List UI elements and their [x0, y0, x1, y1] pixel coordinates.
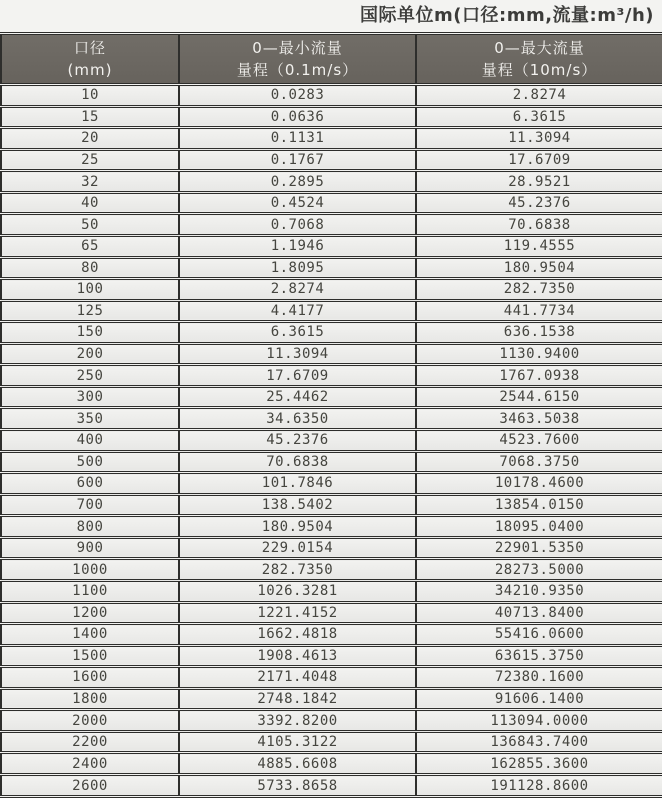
min-flow-cell: 11.3094: [179, 343, 416, 365]
table-row: [1, 775, 662, 797]
min-flow-cell: 25.4462: [179, 386, 416, 408]
table-row: [1, 710, 662, 732]
max-flow-cell: 34210.9350: [416, 580, 662, 602]
diameter-cell: 200: [1, 343, 179, 365]
table-row: [1, 149, 662, 171]
diameter-cell: 15: [1, 106, 179, 128]
max-flow-cell: 136843.7400: [416, 731, 662, 753]
min-flow-cell: 1026.3281: [179, 580, 416, 602]
max-flow-cell: 13854.0150: [416, 494, 662, 516]
table-row: [1, 279, 662, 301]
min-flow-cell: 0.4524: [179, 192, 416, 214]
table-row: [1, 171, 662, 193]
diameter-cell: 32: [1, 171, 179, 193]
table-row: [1, 731, 662, 753]
max-flow-cell: 180.9504: [416, 257, 662, 279]
max-flow-cell: 6.3615: [416, 106, 662, 128]
diameter-cell: 100: [1, 279, 179, 301]
min-flow-cell: 6.3615: [179, 322, 416, 344]
diameter-cell: 1100: [1, 580, 179, 602]
min-flow-cell: 2171.4048: [179, 667, 416, 689]
diameter-cell: 80: [1, 257, 179, 279]
table-row: [1, 516, 662, 538]
min-flow-cell: 0.1131: [179, 128, 416, 150]
min-flow-cell: 3392.8200: [179, 710, 416, 732]
max-flow-cell: 40713.8400: [416, 602, 662, 624]
table-row: [1, 214, 662, 236]
max-flow-cell: 91606.1400: [416, 688, 662, 710]
table-row: [1, 753, 662, 775]
min-flow-cell: 45.2376: [179, 430, 416, 452]
flow-range-table: [0, 32, 662, 798]
diameter-cell: 300: [1, 386, 179, 408]
table-row: [1, 688, 662, 710]
max-flow-cell: 22901.5350: [416, 537, 662, 559]
max-flow-cell: 1767.0938: [416, 365, 662, 387]
max-flow-cell: 3463.5038: [416, 408, 662, 430]
table-row: [1, 559, 662, 581]
max-flow-cell: 70.6838: [416, 214, 662, 236]
max-flow-cell: 55416.0600: [416, 624, 662, 646]
header-min-flow: [179, 34, 416, 85]
diameter-cell: 125: [1, 300, 179, 322]
table-row: [1, 365, 662, 387]
max-flow-cell: 636.1538: [416, 322, 662, 344]
diameter-cell: 25: [1, 149, 179, 171]
diameter-cell: 2200: [1, 731, 179, 753]
table-row: [1, 537, 662, 559]
max-flow-cell: 1130.9400: [416, 343, 662, 365]
max-flow-cell: 191128.8600: [416, 775, 662, 797]
diameter-cell: 1400: [1, 624, 179, 646]
diameter-cell: 1200: [1, 602, 179, 624]
diameter-cell: 65: [1, 235, 179, 257]
min-flow-cell: 2748.1842: [179, 688, 416, 710]
max-flow-cell: 162855.3600: [416, 753, 662, 775]
max-flow-cell: 18095.0400: [416, 516, 662, 538]
header-max-flow-line1: 0—最大流量: [494, 39, 585, 57]
min-flow-cell: 0.2895: [179, 171, 416, 193]
max-flow-cell: 28.9521: [416, 171, 662, 193]
header-row: [1, 34, 662, 85]
table-row: [1, 300, 662, 322]
max-flow-cell: 119.4555: [416, 235, 662, 257]
table-row: [1, 494, 662, 516]
min-flow-cell: 0.1767: [179, 149, 416, 171]
table-row: [1, 667, 662, 689]
table-body: [1, 85, 662, 797]
header-diameter-line1: 口径: [73, 39, 106, 57]
diameter-cell: 20: [1, 128, 179, 150]
min-flow-cell: 5733.8658: [179, 775, 416, 797]
table-row: [1, 580, 662, 602]
table-row: [1, 408, 662, 430]
diameter-cell: 150: [1, 322, 179, 344]
header-min-flow-line2: 量程（0.1m/s）: [236, 61, 359, 79]
max-flow-cell: 28273.5000: [416, 559, 662, 581]
table-row: [1, 192, 662, 214]
diameter-cell: 40: [1, 192, 179, 214]
min-flow-cell: 0.0636: [179, 106, 416, 128]
max-flow-cell: 7068.3750: [416, 451, 662, 473]
table-row: [1, 645, 662, 667]
table-row: [1, 451, 662, 473]
table-row: [1, 106, 662, 128]
max-flow-cell: 11.3094: [416, 128, 662, 150]
diameter-cell: 50: [1, 214, 179, 236]
table-row: [1, 257, 662, 279]
max-flow-cell: 45.2376: [416, 192, 662, 214]
min-flow-cell: 101.7846: [179, 473, 416, 495]
diameter-cell: 1800: [1, 688, 179, 710]
max-flow-cell: 72380.1600: [416, 667, 662, 689]
max-flow-cell: 17.6709: [416, 149, 662, 171]
min-flow-cell: 0.7068: [179, 214, 416, 236]
min-flow-cell: 1.8095: [179, 257, 416, 279]
min-flow-cell: 4105.3122: [179, 731, 416, 753]
min-flow-cell: 138.5402: [179, 494, 416, 516]
min-flow-cell: 1662.4818: [179, 624, 416, 646]
diameter-cell: 10: [1, 85, 179, 107]
min-flow-cell: 17.6709: [179, 365, 416, 387]
min-flow-cell: 0.0283: [179, 85, 416, 107]
min-flow-cell: 4.4177: [179, 300, 416, 322]
min-flow-cell: 4885.6608: [179, 753, 416, 775]
table-row: [1, 322, 662, 344]
table-row: [1, 624, 662, 646]
max-flow-cell: 10178.4600: [416, 473, 662, 495]
unit-note: 国际单位m(口径:mm,流量:m³/h): [360, 5, 654, 26]
header-max-flow: [416, 34, 662, 85]
table-row: [1, 386, 662, 408]
header-min-flow-line1: 0—最小流量: [252, 39, 343, 57]
diameter-cell: 2400: [1, 753, 179, 775]
max-flow-cell: 2.8274: [416, 85, 662, 107]
max-flow-cell: 63615.3750: [416, 645, 662, 667]
diameter-cell: 250: [1, 365, 179, 387]
table-row: [1, 85, 662, 107]
diameter-cell: 2000: [1, 710, 179, 732]
min-flow-cell: 70.6838: [179, 451, 416, 473]
diameter-cell: 400: [1, 430, 179, 452]
min-flow-cell: 1908.4613: [179, 645, 416, 667]
min-flow-cell: 34.6350: [179, 408, 416, 430]
max-flow-cell: 441.7734: [416, 300, 662, 322]
max-flow-cell: 113094.0000: [416, 710, 662, 732]
min-flow-cell: 229.0154: [179, 537, 416, 559]
header-diameter: [1, 34, 179, 85]
header-diameter-line2: (mm): [67, 61, 113, 79]
max-flow-cell: 2544.6150: [416, 386, 662, 408]
diameter-cell: 500: [1, 451, 179, 473]
diameter-cell: 600: [1, 473, 179, 495]
diameter-cell: 900: [1, 537, 179, 559]
min-flow-cell: 1221.4152: [179, 602, 416, 624]
max-flow-cell: 4523.7600: [416, 430, 662, 452]
diameter-cell: 800: [1, 516, 179, 538]
min-flow-cell: 2.8274: [179, 279, 416, 301]
diameter-cell: 350: [1, 408, 179, 430]
header-max-flow-line2: 量程（10m/s）: [481, 61, 598, 79]
table-row: [1, 128, 662, 150]
min-flow-cell: 282.7350: [179, 559, 416, 581]
max-flow-cell: 282.7350: [416, 279, 662, 301]
diameter-cell: 1000: [1, 559, 179, 581]
table-header: [1, 34, 662, 85]
diameter-cell: 1500: [1, 645, 179, 667]
diameter-cell: 700: [1, 494, 179, 516]
diameter-cell: 1600: [1, 667, 179, 689]
min-flow-cell: 180.9504: [179, 516, 416, 538]
min-flow-cell: 1.1946: [179, 235, 416, 257]
table-row: [1, 343, 662, 365]
table-row: [1, 235, 662, 257]
diameter-cell: 2600: [1, 775, 179, 797]
table-row: [1, 430, 662, 452]
table-row: [1, 473, 662, 495]
table-row: [1, 602, 662, 624]
